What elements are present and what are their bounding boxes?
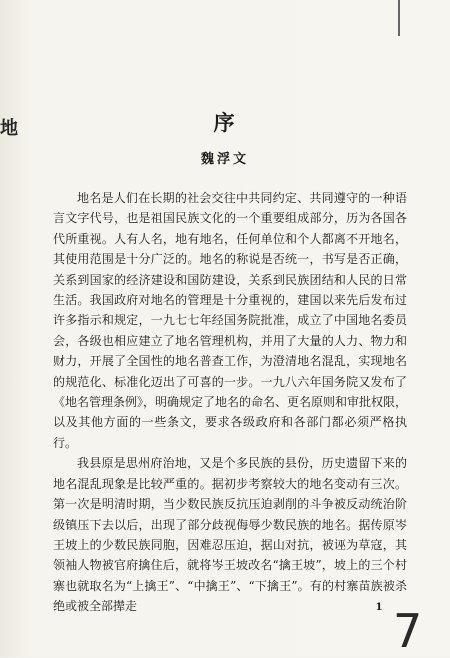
handwritten-page-number: 7 (393, 604, 423, 658)
paragraph-2: 我县原是思州府治地，又是个多民族的县份，历史遗留下来的地名混乱现象是比较严重的。据初步考察较大的地名变动有三次。第一次是明清时期，当少数民族反抗压迫剥削的斗争被反动统治阶级镇压下去以后，出现了部分歧视侮辱少数民族的地名。据传原岑王坡上的少数民族同胞，因难忍压迫，据山对抗，被诬为草寇，其领袖人物被官府擒住后，就将岑王坡改名“擒王坡”，坡上的三个村寨也就取名为“上擒王”、“中擒王”、“下擒王”。有的村寨苗族被杀绝或被全部撵走 (53, 456, 407, 614)
author-name: 魏浮文 (200, 152, 249, 167)
page-number: 1 (375, 602, 383, 613)
previous-page-edge-text: 地 (0, 118, 18, 139)
page-title: 序 (213, 110, 237, 135)
body-text (53, 188, 407, 617)
margin-mark (398, 0, 406, 36)
paragraph-1: 地名是人们在长期的社会交往中共同约定、共同遵守的一种语言文字代号，也是祖国民族文化的一个重要组成部分，历为各国各代所重视。人有人名，地有地名，任何单位和个人都离不开地名，其使用范围是十分广泛的。地名的称说是否统一，书写是否正确，关系到国家的经济建设和国防建设，关系到民族团结和人民的日常生活。我国政府对地名的管理是十分重视的，建国以来先后发布过许多指示和规定，一九七七年经国务院批准，成立了中国地名委员会，各级也相应建立了地名管理机构，并用了大量的人力、物力和财力，开展了全国性的地名普查工作，为澄清地名混乱，实现地名的规范化、标准化迈出了可喜的一步。一九八六年国务院又发布了《地名管理条例》，明确规定了地名的命名、更名原则和审批权限，以及其他方面的一些条文，要求各级政府和各部门都必须严格执行。 (53, 191, 408, 450)
